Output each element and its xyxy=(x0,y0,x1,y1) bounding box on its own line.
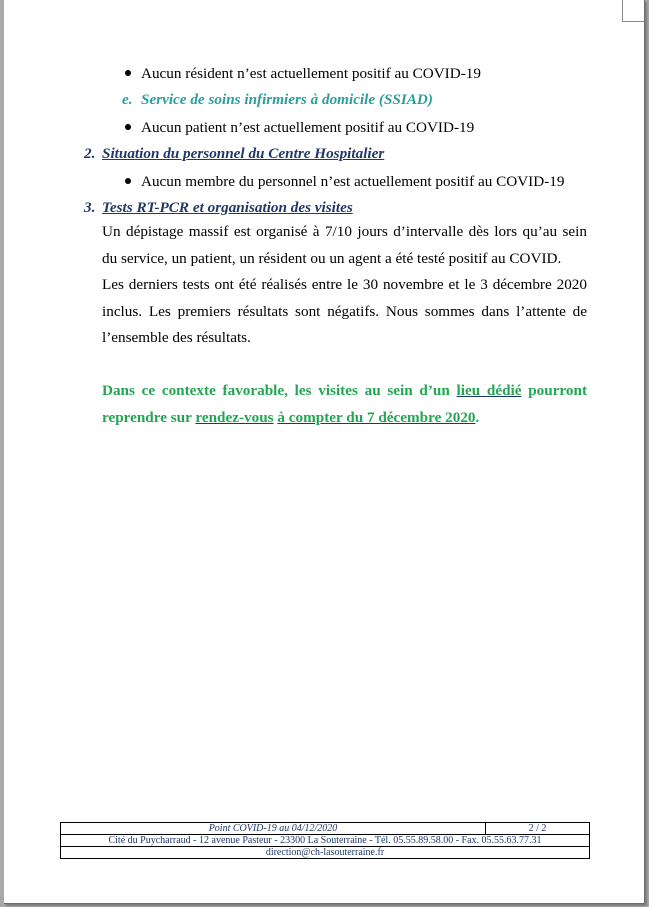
footer-doc-title: Point COVID-19 au 04/12/2020 xyxy=(61,823,486,835)
bullet-icon xyxy=(125,124,131,130)
section-2-title: Situation du personnel du Centre Hospitalier xyxy=(102,145,385,162)
paragraph-line: Les derniers tests ont été réalisés entre le 30 novembre et le 3 décembre 2020 xyxy=(102,276,587,293)
section-2-number: 2. xyxy=(84,145,96,162)
conclusion-line xyxy=(102,378,587,405)
conclusion-text: Dans ce contexte favorable, les visites au sein d’un xyxy=(102,382,457,399)
paragraph-line: l’ensemble des résultats. xyxy=(102,329,251,346)
footer-email: direction@ch-lasouterraine.fr xyxy=(61,847,590,859)
conclusion-text: pourront xyxy=(521,382,587,399)
footer-table xyxy=(60,822,590,859)
highlight-lieu-dedie: lieu dédié xyxy=(456,382,522,399)
page-corner-mark xyxy=(622,0,644,22)
paragraph-screening xyxy=(102,219,587,272)
section-3-title: Tests RT-PCR et organisation des visites xyxy=(102,199,353,216)
bullet-icon xyxy=(125,70,131,76)
paragraph-line: du service, un patient, un résident ou un agent a été testé positif au COVID. xyxy=(102,249,562,267)
conclusion-text: reprendre sur xyxy=(102,408,196,426)
highlight-date: à compter du 7 décembre 2020 xyxy=(277,408,476,426)
conclusion-paragraph xyxy=(102,378,587,431)
footer-page-number: 2 / 2 xyxy=(486,823,590,835)
section-3-number: 3. xyxy=(84,199,96,216)
highlight-rendez-vous: rendez-vous xyxy=(195,408,274,426)
document-page xyxy=(4,0,645,904)
section-e-title: Service de soins infirmiers à domicile (SSIAD) xyxy=(141,91,433,108)
conclusion-line xyxy=(102,405,587,432)
section-e-label: e. xyxy=(122,91,133,108)
list-item: Aucun membre du personnel n’est actuellement positif au COVID-19 xyxy=(141,173,565,190)
footer-address: Cité du Puycharraud - 12 avenue Pasteur - 23300 La Souterraine - Tél. 05.55.89.58.00 - Fax. 05.55.63.77.31 xyxy=(61,835,590,847)
list-item: Aucun patient n’est actuellement positif au COVID-19 xyxy=(141,119,475,136)
paragraph-line: Un dépistage massif est organisé à 7/10 jours d’intervalle dès lors qu’au sein xyxy=(102,223,587,240)
paragraph-tests xyxy=(102,272,587,352)
list-item: Aucun résident n’est actuellement positif au COVID-19 xyxy=(141,65,481,82)
bullet-icon xyxy=(125,178,131,184)
paragraph-line: inclus. Les premiers résultats sont négatifs. Nous sommes dans l’attente de xyxy=(102,302,587,320)
conclusion-text: . xyxy=(475,408,480,426)
